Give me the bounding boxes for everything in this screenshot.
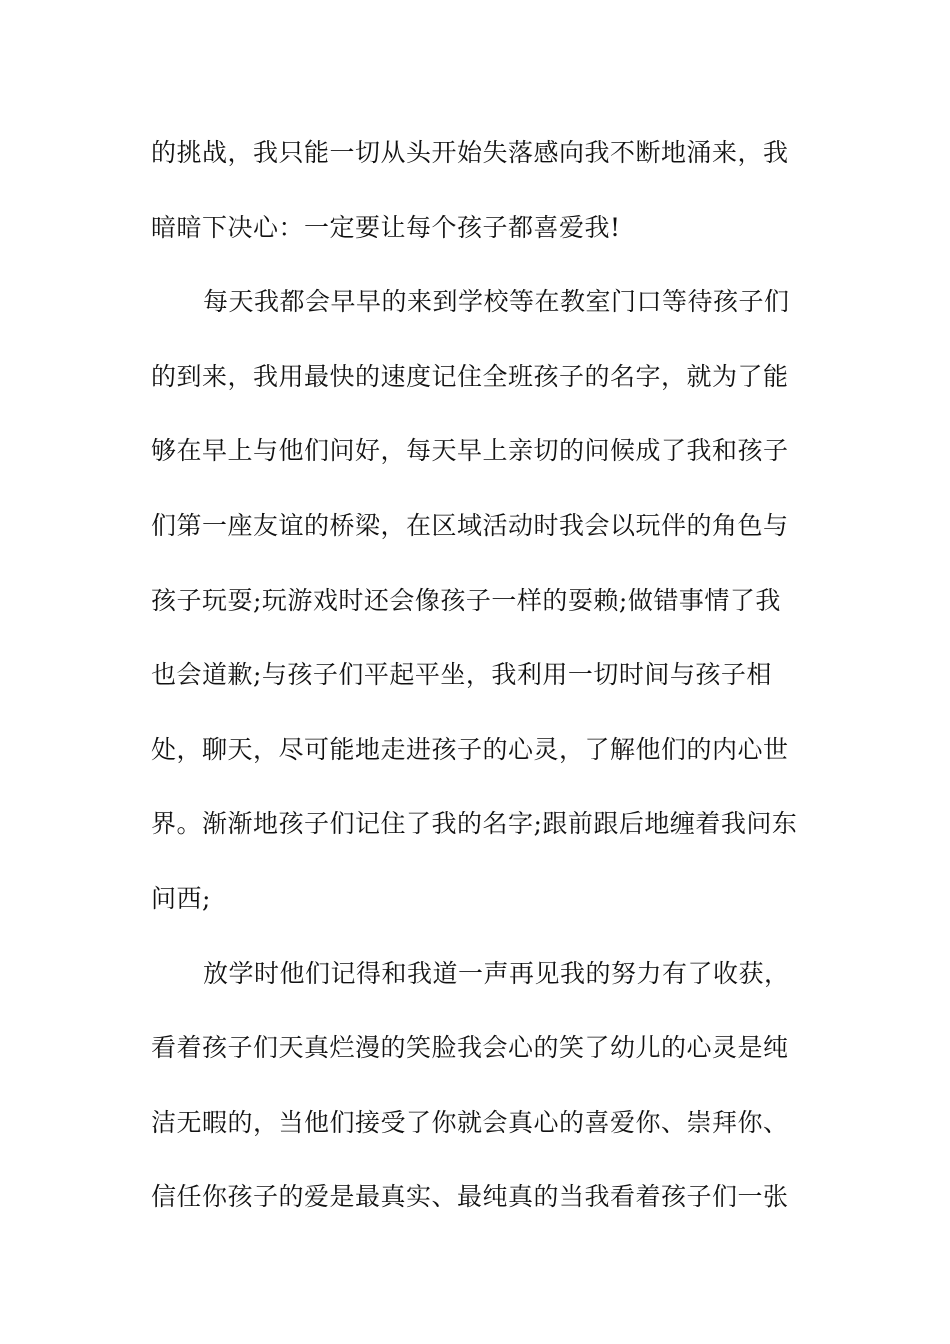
text-line: 孩子玩耍;玩游戏时还会像孩子一样的耍赖;做错事情了我 — [151, 585, 781, 615]
text-line: 也会道歉;与孩子们平起平坐，我利用一切时间与孩子相 — [151, 660, 772, 690]
text-line: 信任你孩子的爱是最真实、最纯真的当我看着孩子们一张 — [151, 1182, 789, 1212]
text-line: 们第一座友谊的桥梁，在区域活动时我会以玩伴的角色与 — [151, 510, 789, 540]
text-line: 看着孩子们天真烂漫的笑脸我会心的笑了幼儿的心灵是纯 — [151, 1033, 789, 1063]
body-text — [151, 131, 811, 1250]
paragraph-start-line: 放学时他们记得和我道一声再见我的努力有了收获， — [203, 958, 790, 988]
text-line: 问西; — [151, 883, 211, 913]
text-line: 处，聊天，尽可能地走进孩子的心灵，了解他们的内心世 — [151, 734, 789, 764]
text-line: 的到来，我用最快的速度记住全班孩子的名字，就为了能 — [151, 361, 789, 391]
text-line: 界。渐渐地孩子们记住了我的名字;跟前跟后地缠着我问东 — [151, 809, 798, 839]
paragraph-start-line: 每天我都会早早的来到学校等在教室门口等待孩子们 — [203, 287, 790, 317]
text-line: 暗暗下决心：一定要让每个孩子都喜爱我! — [151, 212, 621, 242]
text-line: 的挑战，我只能一切从头开始失落感向我不断地涌来，我 — [151, 138, 789, 167]
text-line: 够在早上与他们问好，每天早上亲切的问候成了我和孩子 — [151, 436, 789, 466]
text-line: 洁无暇的，当他们接受了你就会真心的喜爱你、崇拜你、 — [151, 1107, 789, 1137]
